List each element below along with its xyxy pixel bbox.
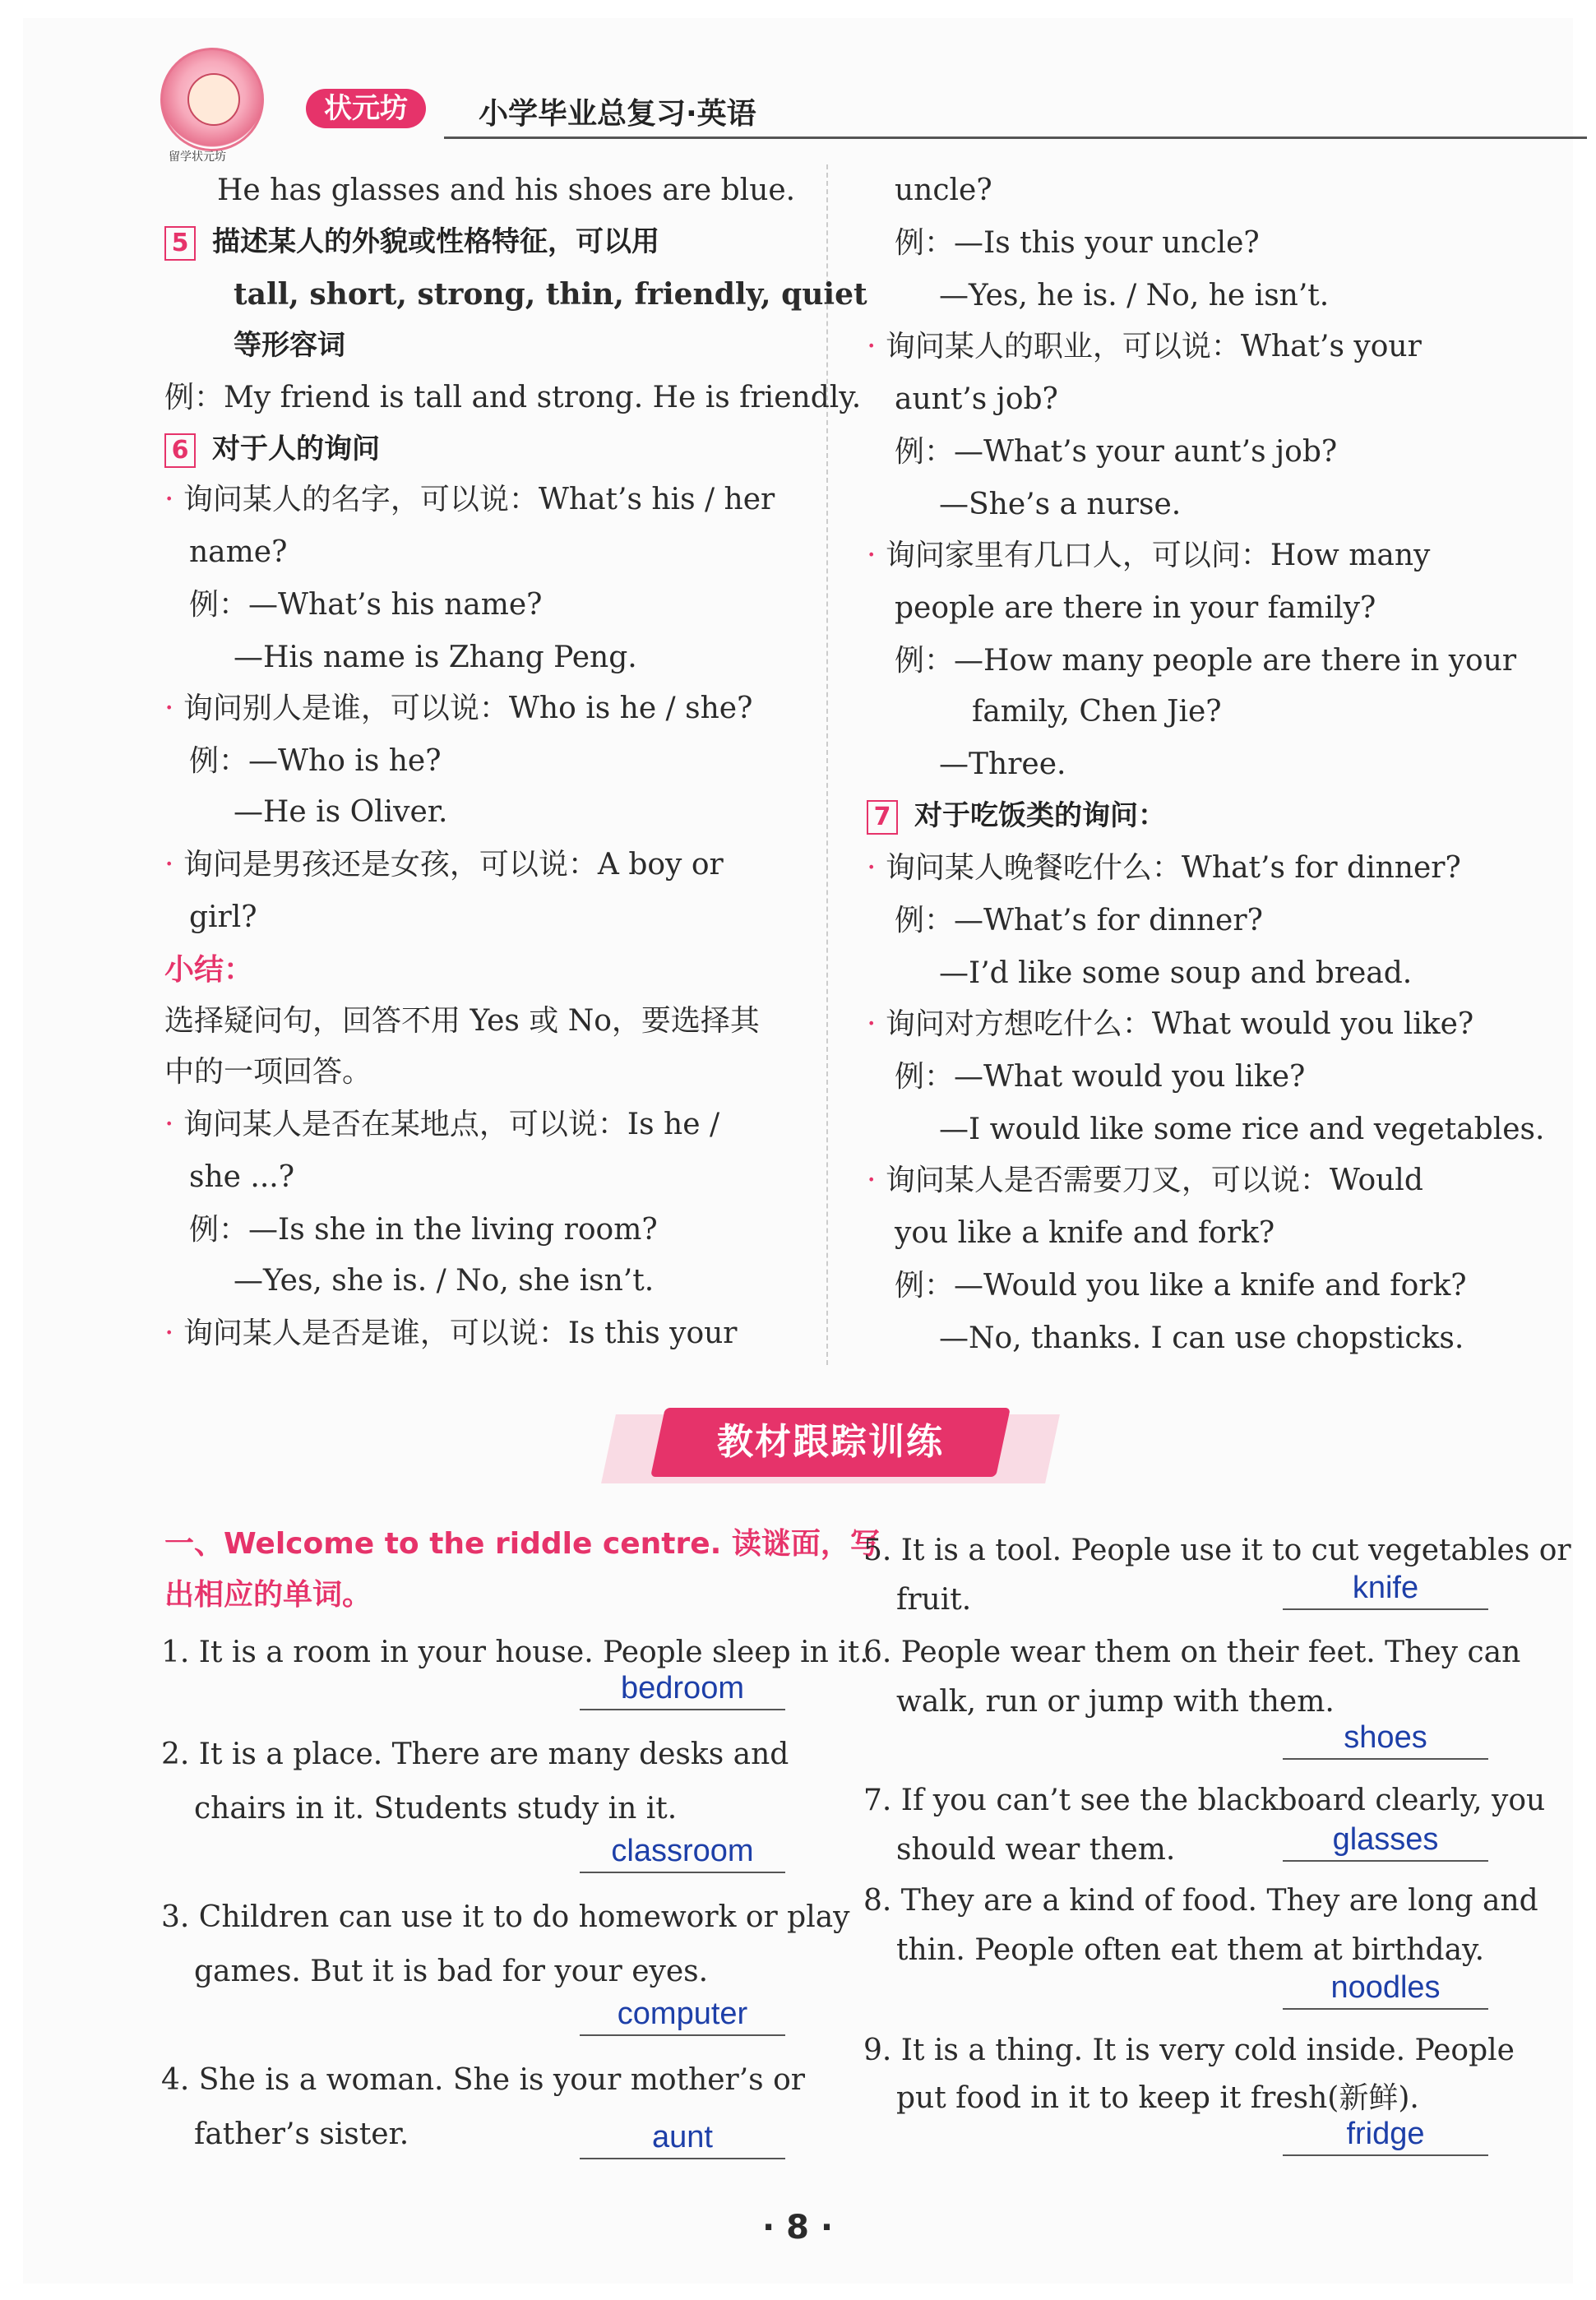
bullet-item-cont: name?	[189, 535, 288, 569]
section-number: 7	[867, 800, 898, 835]
section-5-heading: 5 描述某人的外貌或性格特征，可以用	[164, 215, 659, 268]
riddle-answer[interactable]: knife	[1283, 1567, 1488, 1610]
riddle-question-cont: put food in it to keep it fresh(新鲜).	[896, 2081, 1419, 2115]
bullet-item: · 询问是男孩还是女孩，可以说：A boy or	[164, 848, 724, 882]
section-number: 5	[164, 226, 196, 261]
riddle-question: 2. It is a place. There are many desks and	[161, 1738, 789, 1771]
logo-caption: 留学状元坊	[169, 150, 226, 164]
logo-face-icon	[187, 73, 240, 126]
bullet-item: · 询问对方想吃什么：What would you like?	[867, 1007, 1474, 1041]
summary-label: 小结：	[164, 953, 254, 987]
bullet-item: · 询问某人是否是谁，可以说：Is this your	[164, 1317, 738, 1350]
riddle-question: 5. It is a tool. People use it to cut vegetables or	[863, 1534, 1571, 1567]
example-answer: —Yes, he is. / No, he isn’t.	[939, 279, 1330, 312]
bullet-item: · 询问某人晚餐吃什么：What’s for dinner?	[867, 851, 1461, 885]
section-5-tail: 等形容词	[234, 329, 345, 362]
riddle-question: 1. It is a room in your house. People sleep in it.	[161, 1636, 869, 1669]
example-line: 例：—What would you like?	[895, 1060, 1306, 1094]
bullet-item: · 询问某人的职业，可以说：What’s your	[867, 330, 1422, 363]
riddle-question-cont: fruit.	[896, 1583, 972, 1617]
example-line: 例：—What’s your aunt’s job?	[895, 435, 1338, 469]
example-line: 例：—How many people are there in your	[895, 644, 1517, 678]
example-line: 例：—What’s his name?	[189, 588, 543, 622]
example-answer: —Yes, she is. / No, she isn’t.	[234, 1264, 655, 1298]
example-line: 例：—Would you like a knife and fork?	[895, 1269, 1467, 1303]
bullet-item: · 询问别人是谁，可以说：Who is he / she?	[164, 692, 753, 725]
riddle-answer[interactable]: glasses	[1283, 1819, 1488, 1862]
riddle-question: 9. It is a thing. It is very cold inside. People	[863, 2034, 1515, 2067]
example-answer: —I’d like some soup and bread.	[939, 956, 1413, 990]
bullet-item-cont: uncle?	[895, 174, 992, 207]
bullet-item-cont: girl?	[189, 900, 257, 934]
example-line: 例：—Who is he?	[189, 744, 442, 778]
example-answer: —He is Oliver.	[234, 795, 448, 829]
summary-text: 中的一项回答。	[164, 1055, 372, 1089]
riddle-question: 7. If you can’t see the blackboard clearly, you	[863, 1784, 1546, 1817]
riddle-answer[interactable]: shoes	[1283, 1717, 1488, 1760]
bullet-item-cont: aunt’s job?	[895, 382, 1058, 416]
example-answer: —She’s a nurse.	[939, 488, 1182, 521]
brand-badge: 状元坊	[306, 89, 426, 128]
example-line: 例：—What’s for dinner?	[895, 904, 1263, 937]
book-title: 小学毕业总复习·英语	[479, 97, 756, 131]
example-line-cont: family, Chen Jie?	[972, 695, 1222, 729]
section-6-heading: 6 对于人的询问	[164, 423, 380, 475]
example-answer: —No, thanks. I can use chopsticks.	[939, 1321, 1464, 1355]
bullet-item: · 询问某人的名字，可以说：What’s his / her	[164, 483, 775, 516]
riddle-answer[interactable]: aunt	[580, 2117, 785, 2159]
riddle-answer[interactable]: classroom	[580, 1830, 785, 1873]
example-line: 例：—Is this your uncle?	[895, 226, 1260, 260]
column-divider	[826, 164, 829, 1365]
riddle-question-cont: walk, run or jump with them.	[896, 1685, 1335, 1719]
riddle-answer[interactable]: noodles	[1283, 1967, 1488, 2010]
bullet-item-cont: people are there in your family?	[895, 591, 1376, 625]
section-7-heading: 7 对于吃饭类的询问：	[867, 789, 1166, 842]
section-banner-title: 教材跟踪训练	[717, 1421, 944, 1463]
text-line: He has glasses and his shoes are blue.	[217, 174, 796, 207]
bullet-item-cont: you like a knife and fork?	[895, 1216, 1275, 1250]
example-line: 例：—Is she in the living room?	[189, 1213, 658, 1247]
riddle-question: 4. She is a woman. She is your mother’s or	[161, 2063, 805, 2097]
riddle-answer[interactable]: computer	[580, 1993, 785, 2036]
bullet-item: · 询问家里有几口人，可以问：How many	[867, 539, 1431, 572]
riddle-question-cont: thin. People often eat them at birthday.	[896, 1933, 1485, 1967]
bullet-item: · 询问某人是否需要刀叉，可以说：Would	[867, 1164, 1423, 1197]
summary-text: 选择疑问句，回答不用 Yes 或 No，要选择其	[164, 1004, 760, 1038]
brand-logo	[160, 48, 264, 151]
riddle-question: 3. Children can use it to do homework or play	[161, 1900, 850, 1934]
task-heading: 一、Welcome to the riddle centre. 读谜面，写	[164, 1527, 880, 1561]
example-answer: —His name is Zhang Peng.	[234, 641, 637, 674]
riddle-question: 6. People wear them on their feet. They can	[863, 1636, 1521, 1669]
riddle-question-cont: father’s sister.	[194, 2117, 409, 2151]
riddle-question-cont: chairs in it. Students study in it.	[194, 1792, 678, 1826]
header-rule	[444, 137, 1587, 139]
page-number: · 8 ·	[761, 2209, 834, 2247]
example-line: 例：My friend is tall and strong. He is friendly.	[164, 381, 862, 414]
example-answer: —I would like some rice and vegetables.	[939, 1113, 1545, 1146]
adjective-list: tall, short, strong, thin, friendly, quiet	[234, 277, 867, 312]
riddle-question: 8. They are a kind of food. They are long and	[863, 1884, 1538, 1918]
bullet-item: · 询问某人是否在某地点，可以说：Is he /	[164, 1108, 720, 1141]
example-answer: —Three.	[939, 747, 1066, 781]
riddle-question-cont: should wear them.	[896, 1833, 1176, 1867]
task-heading-cont: 出相应的单词。	[164, 1578, 372, 1612]
bullet-item-cont: she ...?	[189, 1160, 295, 1194]
riddle-answer[interactable]: bedroom	[580, 1668, 785, 1710]
riddle-question-cont: games. But it is bad for your eyes.	[194, 1955, 709, 1988]
riddle-answer[interactable]: fridge	[1283, 2113, 1488, 2156]
section-number: 6	[164, 433, 196, 468]
